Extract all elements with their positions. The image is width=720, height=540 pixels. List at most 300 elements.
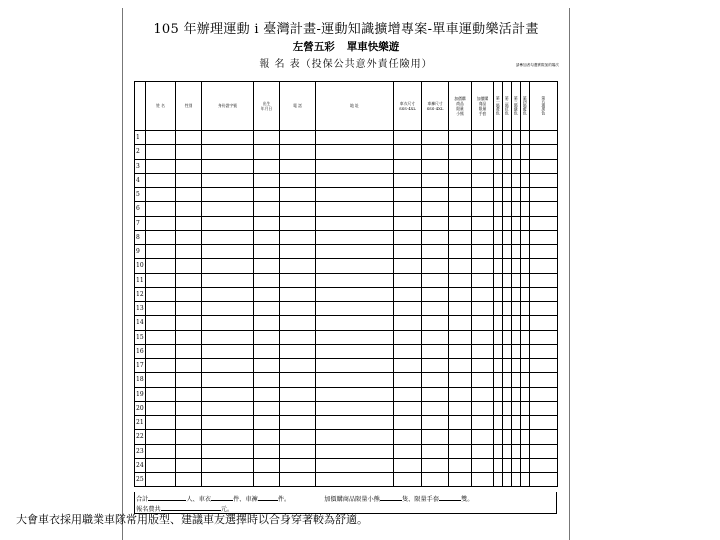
- cell-id[interactable]: [202, 173, 254, 187]
- cell-s1[interactable]: [494, 316, 503, 330]
- cell-s4[interactable]: [521, 302, 530, 316]
- cell-s1[interactable]: [494, 444, 503, 458]
- cell-jersey[interactable]: [394, 245, 422, 259]
- cell-s3[interactable]: [512, 373, 521, 387]
- cell-birth[interactable]: [254, 173, 280, 187]
- cell-gender[interactable]: [176, 330, 202, 344]
- cell-gender[interactable]: [176, 430, 202, 444]
- cell-birth[interactable]: [254, 131, 280, 145]
- cell-s1[interactable]: [494, 387, 503, 401]
- cell-gender[interactable]: [176, 259, 202, 273]
- cell-jersey[interactable]: [394, 473, 422, 487]
- cell-gender[interactable]: [176, 458, 202, 472]
- cell-s2[interactable]: [503, 330, 512, 344]
- cell-glove[interactable]: [472, 302, 494, 316]
- cell-glove[interactable]: [472, 344, 494, 358]
- cell-s2[interactable]: [503, 287, 512, 301]
- cell-s5[interactable]: [530, 259, 558, 273]
- cell-address[interactable]: [316, 373, 394, 387]
- cell-glove[interactable]: [472, 316, 494, 330]
- cell-name[interactable]: [146, 273, 176, 287]
- cell-s4[interactable]: [521, 188, 530, 202]
- persons-blank[interactable]: [148, 494, 186, 501]
- cell-s2[interactable]: [503, 387, 512, 401]
- cell-birth[interactable]: [254, 458, 280, 472]
- cell-birth[interactable]: [254, 287, 280, 301]
- cell-bag[interactable]: [449, 444, 472, 458]
- cell-bag[interactable]: [449, 387, 472, 401]
- cell-address[interactable]: [316, 387, 394, 401]
- cell-glove[interactable]: [472, 373, 494, 387]
- cell-phone[interactable]: [280, 287, 316, 301]
- cell-gender[interactable]: [176, 245, 202, 259]
- cell-name[interactable]: [146, 302, 176, 316]
- cell-address[interactable]: [316, 287, 394, 301]
- cell-pants[interactable]: [422, 444, 449, 458]
- cell-s3[interactable]: [512, 458, 521, 472]
- cell-phone[interactable]: [280, 316, 316, 330]
- cell-id[interactable]: [202, 202, 254, 216]
- cell-s2[interactable]: [503, 373, 512, 387]
- cell-id[interactable]: [202, 188, 254, 202]
- cell-s4[interactable]: [521, 430, 530, 444]
- cell-birth[interactable]: [254, 302, 280, 316]
- cell-bag[interactable]: [449, 216, 472, 230]
- cell-s5[interactable]: [530, 202, 558, 216]
- cell-bag[interactable]: [449, 145, 472, 159]
- cell-s3[interactable]: [512, 145, 521, 159]
- cell-glove[interactable]: [472, 216, 494, 230]
- cell-gender[interactable]: [176, 316, 202, 330]
- cell-s1[interactable]: [494, 344, 503, 358]
- cell-jersey[interactable]: [394, 259, 422, 273]
- cell-bag[interactable]: [449, 131, 472, 145]
- cell-bag[interactable]: [449, 273, 472, 287]
- cell-bag[interactable]: [449, 344, 472, 358]
- cell-s1[interactable]: [494, 173, 503, 187]
- cell-id[interactable]: [202, 287, 254, 301]
- cell-address[interactable]: [316, 145, 394, 159]
- cell-jersey[interactable]: [394, 145, 422, 159]
- cell-pants[interactable]: [422, 245, 449, 259]
- cell-phone[interactable]: [280, 216, 316, 230]
- cell-name[interactable]: [146, 259, 176, 273]
- cell-id[interactable]: [202, 387, 254, 401]
- cell-bag[interactable]: [449, 287, 472, 301]
- cell-pants[interactable]: [422, 401, 449, 415]
- cell-name[interactable]: [146, 316, 176, 330]
- cell-gender[interactable]: [176, 302, 202, 316]
- glove-blank[interactable]: [439, 494, 461, 501]
- cell-name[interactable]: [146, 202, 176, 216]
- cell-gender[interactable]: [176, 173, 202, 187]
- cell-phone[interactable]: [280, 245, 316, 259]
- cell-birth[interactable]: [254, 245, 280, 259]
- cell-s5[interactable]: [530, 287, 558, 301]
- cell-phone[interactable]: [280, 302, 316, 316]
- cell-s4[interactable]: [521, 202, 530, 216]
- cell-id[interactable]: [202, 373, 254, 387]
- cell-s3[interactable]: [512, 188, 521, 202]
- cell-address[interactable]: [316, 458, 394, 472]
- cell-s3[interactable]: [512, 131, 521, 145]
- cell-address[interactable]: [316, 401, 394, 415]
- cell-pants[interactable]: [422, 273, 449, 287]
- cell-phone[interactable]: [280, 373, 316, 387]
- cell-s1[interactable]: [494, 302, 503, 316]
- cell-name[interactable]: [146, 216, 176, 230]
- cell-s2[interactable]: [503, 230, 512, 244]
- cell-birth[interactable]: [254, 230, 280, 244]
- cell-s3[interactable]: [512, 430, 521, 444]
- cell-address[interactable]: [316, 430, 394, 444]
- cell-s2[interactable]: [503, 131, 512, 145]
- cell-phone[interactable]: [280, 359, 316, 373]
- cell-id[interactable]: [202, 131, 254, 145]
- cell-address[interactable]: [316, 202, 394, 216]
- cell-id[interactable]: [202, 245, 254, 259]
- cell-bag[interactable]: [449, 430, 472, 444]
- cell-phone[interactable]: [280, 202, 316, 216]
- cell-s5[interactable]: [530, 302, 558, 316]
- cell-glove[interactable]: [472, 359, 494, 373]
- cell-s3[interactable]: [512, 330, 521, 344]
- cell-birth[interactable]: [254, 273, 280, 287]
- cell-birth[interactable]: [254, 216, 280, 230]
- cell-name[interactable]: [146, 373, 176, 387]
- cell-id[interactable]: [202, 473, 254, 487]
- cell-s2[interactable]: [503, 316, 512, 330]
- cell-s4[interactable]: [521, 387, 530, 401]
- cell-phone[interactable]: [280, 416, 316, 430]
- cell-jersey[interactable]: [394, 159, 422, 173]
- cell-birth[interactable]: [254, 344, 280, 358]
- cell-gender[interactable]: [176, 344, 202, 358]
- cell-glove[interactable]: [472, 430, 494, 444]
- cell-glove[interactable]: [472, 444, 494, 458]
- cell-glove[interactable]: [472, 245, 494, 259]
- cell-glove[interactable]: [472, 131, 494, 145]
- cell-address[interactable]: [316, 316, 394, 330]
- cell-pants[interactable]: [422, 159, 449, 173]
- cell-phone[interactable]: [280, 273, 316, 287]
- cell-s1[interactable]: [494, 373, 503, 387]
- cell-s3[interactable]: [512, 387, 521, 401]
- cell-name[interactable]: [146, 416, 176, 430]
- cell-gender[interactable]: [176, 387, 202, 401]
- cell-s4[interactable]: [521, 131, 530, 145]
- cell-phone[interactable]: [280, 444, 316, 458]
- cell-gender[interactable]: [176, 202, 202, 216]
- cell-s2[interactable]: [503, 159, 512, 173]
- cell-bag[interactable]: [449, 458, 472, 472]
- cell-s4[interactable]: [521, 145, 530, 159]
- cell-s5[interactable]: [530, 401, 558, 415]
- cell-name[interactable]: [146, 173, 176, 187]
- cell-s5[interactable]: [530, 344, 558, 358]
- cell-phone[interactable]: [280, 387, 316, 401]
- cell-birth[interactable]: [254, 259, 280, 273]
- cell-phone[interactable]: [280, 259, 316, 273]
- cell-bag[interactable]: [449, 230, 472, 244]
- cell-s2[interactable]: [503, 416, 512, 430]
- cell-name[interactable]: [146, 444, 176, 458]
- cell-birth[interactable]: [254, 401, 280, 415]
- cell-jersey[interactable]: [394, 287, 422, 301]
- cell-name[interactable]: [146, 159, 176, 173]
- cell-birth[interactable]: [254, 373, 280, 387]
- cell-glove[interactable]: [472, 145, 494, 159]
- cell-phone[interactable]: [280, 145, 316, 159]
- cell-s4[interactable]: [521, 316, 530, 330]
- cell-name[interactable]: [146, 458, 176, 472]
- cell-s3[interactable]: [512, 344, 521, 358]
- cell-s4[interactable]: [521, 173, 530, 187]
- cell-pants[interactable]: [422, 216, 449, 230]
- cell-s5[interactable]: [530, 387, 558, 401]
- cell-pants[interactable]: [422, 302, 449, 316]
- cell-s5[interactable]: [530, 359, 558, 373]
- cell-glove[interactable]: [472, 287, 494, 301]
- cell-s1[interactable]: [494, 273, 503, 287]
- cell-name[interactable]: [146, 245, 176, 259]
- cell-address[interactable]: [316, 444, 394, 458]
- cell-s1[interactable]: [494, 359, 503, 373]
- cell-s3[interactable]: [512, 302, 521, 316]
- cell-pants[interactable]: [422, 259, 449, 273]
- cell-name[interactable]: [146, 430, 176, 444]
- cell-bag[interactable]: [449, 188, 472, 202]
- cell-s3[interactable]: [512, 473, 521, 487]
- cell-s1[interactable]: [494, 259, 503, 273]
- cell-address[interactable]: [316, 416, 394, 430]
- cell-name[interactable]: [146, 131, 176, 145]
- cell-birth[interactable]: [254, 330, 280, 344]
- cell-s3[interactable]: [512, 159, 521, 173]
- cell-pants[interactable]: [422, 173, 449, 187]
- cell-s4[interactable]: [521, 230, 530, 244]
- cell-pants[interactable]: [422, 316, 449, 330]
- cell-s4[interactable]: [521, 359, 530, 373]
- cell-jersey[interactable]: [394, 330, 422, 344]
- cell-name[interactable]: [146, 473, 176, 487]
- cell-glove[interactable]: [472, 387, 494, 401]
- cell-gender[interactable]: [176, 145, 202, 159]
- cell-s4[interactable]: [521, 458, 530, 472]
- cell-pants[interactable]: [422, 359, 449, 373]
- cell-bag[interactable]: [449, 373, 472, 387]
- cell-phone[interactable]: [280, 458, 316, 472]
- cell-s1[interactable]: [494, 159, 503, 173]
- cell-name[interactable]: [146, 387, 176, 401]
- cell-jersey[interactable]: [394, 401, 422, 415]
- cell-s2[interactable]: [503, 245, 512, 259]
- cell-s1[interactable]: [494, 458, 503, 472]
- cell-id[interactable]: [202, 145, 254, 159]
- cell-s5[interactable]: [530, 458, 558, 472]
- cell-phone[interactable]: [280, 159, 316, 173]
- cell-s2[interactable]: [503, 458, 512, 472]
- cell-pants[interactable]: [422, 287, 449, 301]
- cell-gender[interactable]: [176, 444, 202, 458]
- cell-s2[interactable]: [503, 273, 512, 287]
- cell-s5[interactable]: [530, 416, 558, 430]
- cell-s5[interactable]: [530, 145, 558, 159]
- cell-s5[interactable]: [530, 173, 558, 187]
- cell-name[interactable]: [146, 145, 176, 159]
- cell-address[interactable]: [316, 173, 394, 187]
- cell-id[interactable]: [202, 316, 254, 330]
- cell-glove[interactable]: [472, 401, 494, 415]
- cell-bag[interactable]: [449, 159, 472, 173]
- cell-s2[interactable]: [503, 430, 512, 444]
- cell-address[interactable]: [316, 245, 394, 259]
- cell-s3[interactable]: [512, 245, 521, 259]
- cell-glove[interactable]: [472, 188, 494, 202]
- cell-glove[interactable]: [472, 173, 494, 187]
- cell-pants[interactable]: [422, 145, 449, 159]
- cell-s2[interactable]: [503, 145, 512, 159]
- cell-s5[interactable]: [530, 330, 558, 344]
- cell-jersey[interactable]: [394, 430, 422, 444]
- cell-s3[interactable]: [512, 359, 521, 373]
- cell-birth[interactable]: [254, 359, 280, 373]
- cell-jersey[interactable]: [394, 458, 422, 472]
- cell-s5[interactable]: [530, 245, 558, 259]
- cell-phone[interactable]: [280, 230, 316, 244]
- cell-id[interactable]: [202, 458, 254, 472]
- cell-address[interactable]: [316, 159, 394, 173]
- cell-id[interactable]: [202, 302, 254, 316]
- cell-jersey[interactable]: [394, 188, 422, 202]
- cell-s2[interactable]: [503, 188, 512, 202]
- cell-s1[interactable]: [494, 287, 503, 301]
- cell-address[interactable]: [316, 359, 394, 373]
- cell-bag[interactable]: [449, 302, 472, 316]
- fee-blank[interactable]: [161, 504, 221, 511]
- jersey-blank[interactable]: [211, 494, 233, 501]
- cell-bag[interactable]: [449, 173, 472, 187]
- cell-glove[interactable]: [472, 458, 494, 472]
- cell-s5[interactable]: [530, 159, 558, 173]
- cell-gender[interactable]: [176, 273, 202, 287]
- cell-s1[interactable]: [494, 216, 503, 230]
- cell-birth[interactable]: [254, 473, 280, 487]
- cell-id[interactable]: [202, 159, 254, 173]
- cell-address[interactable]: [316, 216, 394, 230]
- cell-address[interactable]: [316, 131, 394, 145]
- cell-birth[interactable]: [254, 188, 280, 202]
- cell-birth[interactable]: [254, 145, 280, 159]
- cell-s3[interactable]: [512, 230, 521, 244]
- cell-s4[interactable]: [521, 473, 530, 487]
- cell-s5[interactable]: [530, 316, 558, 330]
- cell-s4[interactable]: [521, 287, 530, 301]
- cell-s3[interactable]: [512, 216, 521, 230]
- cell-s4[interactable]: [521, 373, 530, 387]
- cell-s2[interactable]: [503, 173, 512, 187]
- cell-s3[interactable]: [512, 273, 521, 287]
- cell-bag[interactable]: [449, 330, 472, 344]
- cell-s5[interactable]: [530, 430, 558, 444]
- cell-s5[interactable]: [530, 216, 558, 230]
- cell-s4[interactable]: [521, 273, 530, 287]
- cell-s1[interactable]: [494, 330, 503, 344]
- cell-jersey[interactable]: [394, 316, 422, 330]
- cell-bag[interactable]: [449, 359, 472, 373]
- cell-birth[interactable]: [254, 316, 280, 330]
- cell-pants[interactable]: [422, 373, 449, 387]
- cell-s4[interactable]: [521, 344, 530, 358]
- cell-pants[interactable]: [422, 131, 449, 145]
- cell-s5[interactable]: [530, 230, 558, 244]
- cell-s3[interactable]: [512, 316, 521, 330]
- cell-name[interactable]: [146, 359, 176, 373]
- cell-s3[interactable]: [512, 401, 521, 415]
- cell-bag[interactable]: [449, 259, 472, 273]
- cell-phone[interactable]: [280, 430, 316, 444]
- cell-pants[interactable]: [422, 430, 449, 444]
- cell-s4[interactable]: [521, 259, 530, 273]
- cell-s1[interactable]: [494, 245, 503, 259]
- cell-id[interactable]: [202, 430, 254, 444]
- cell-id[interactable]: [202, 344, 254, 358]
- cell-s1[interactable]: [494, 473, 503, 487]
- cell-gender[interactable]: [176, 188, 202, 202]
- cell-name[interactable]: [146, 330, 176, 344]
- cell-phone[interactable]: [280, 131, 316, 145]
- cell-s5[interactable]: [530, 131, 558, 145]
- cell-s3[interactable]: [512, 444, 521, 458]
- cell-id[interactable]: [202, 273, 254, 287]
- cell-jersey[interactable]: [394, 444, 422, 458]
- cell-s5[interactable]: [530, 473, 558, 487]
- cell-birth[interactable]: [254, 416, 280, 430]
- cell-id[interactable]: [202, 401, 254, 415]
- cell-s1[interactable]: [494, 131, 503, 145]
- cell-address[interactable]: [316, 473, 394, 487]
- cell-glove[interactable]: [472, 230, 494, 244]
- cell-id[interactable]: [202, 230, 254, 244]
- cell-id[interactable]: [202, 444, 254, 458]
- cell-s1[interactable]: [494, 202, 503, 216]
- cell-jersey[interactable]: [394, 173, 422, 187]
- cell-jersey[interactable]: [394, 230, 422, 244]
- cell-glove[interactable]: [472, 259, 494, 273]
- cell-bag[interactable]: [449, 245, 472, 259]
- cell-phone[interactable]: [280, 401, 316, 415]
- cell-gender[interactable]: [176, 230, 202, 244]
- bag-blank[interactable]: [380, 494, 402, 501]
- cell-jersey[interactable]: [394, 302, 422, 316]
- cell-phone[interactable]: [280, 344, 316, 358]
- cell-pants[interactable]: [422, 330, 449, 344]
- cell-pants[interactable]: [422, 230, 449, 244]
- cell-s4[interactable]: [521, 330, 530, 344]
- cell-gender[interactable]: [176, 159, 202, 173]
- cell-address[interactable]: [316, 259, 394, 273]
- cell-name[interactable]: [146, 188, 176, 202]
- cell-gender[interactable]: [176, 373, 202, 387]
- cell-s3[interactable]: [512, 173, 521, 187]
- cell-s1[interactable]: [494, 416, 503, 430]
- cell-s2[interactable]: [503, 302, 512, 316]
- cell-bag[interactable]: [449, 416, 472, 430]
- cell-s1[interactable]: [494, 230, 503, 244]
- cell-name[interactable]: [146, 344, 176, 358]
- cell-id[interactable]: [202, 359, 254, 373]
- cell-birth[interactable]: [254, 202, 280, 216]
